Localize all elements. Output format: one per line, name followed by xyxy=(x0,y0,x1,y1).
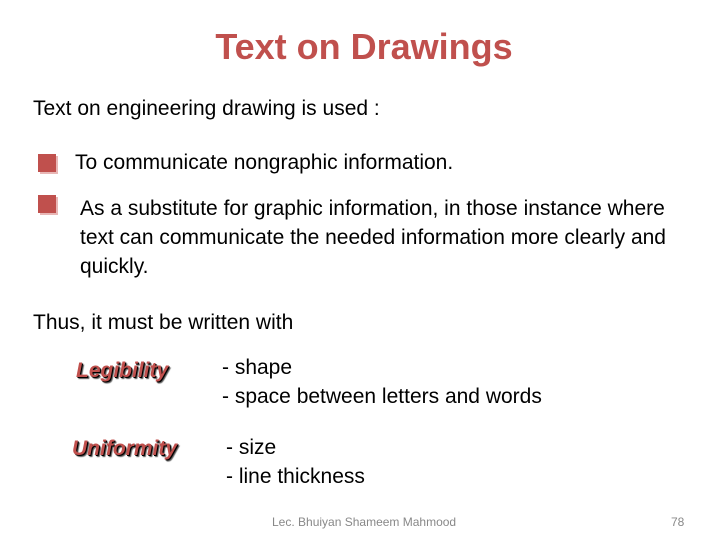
page-number: 78 xyxy=(671,515,685,529)
bullet-marker xyxy=(38,154,56,172)
legibility-desc-2: - space between letters and words xyxy=(222,385,542,408)
thus-text: Thus, it must be written with xyxy=(33,311,294,334)
bullet-1-text: To communicate nongraphic information. xyxy=(75,151,454,174)
uniformity-term: Uniformity xyxy=(72,437,177,460)
uniformity-desc-1: - size xyxy=(226,436,277,459)
bullet-2-text: As a substitute for graphic information, in those instance where text can communicate the needed information more clearly and quickly. xyxy=(80,197,666,278)
footer-author: Lec. Bhuiyan Shameem Mahmood xyxy=(272,515,457,529)
intro-text: Text on engineering drawing is used : xyxy=(33,97,380,120)
bullet-marker xyxy=(38,195,56,213)
legibility-term: Legibility xyxy=(76,359,169,382)
legibility-desc-1: - shape xyxy=(222,356,293,379)
slide-title: Text on Drawings xyxy=(215,26,513,67)
uniformity-desc-2: - line thickness xyxy=(226,465,365,488)
